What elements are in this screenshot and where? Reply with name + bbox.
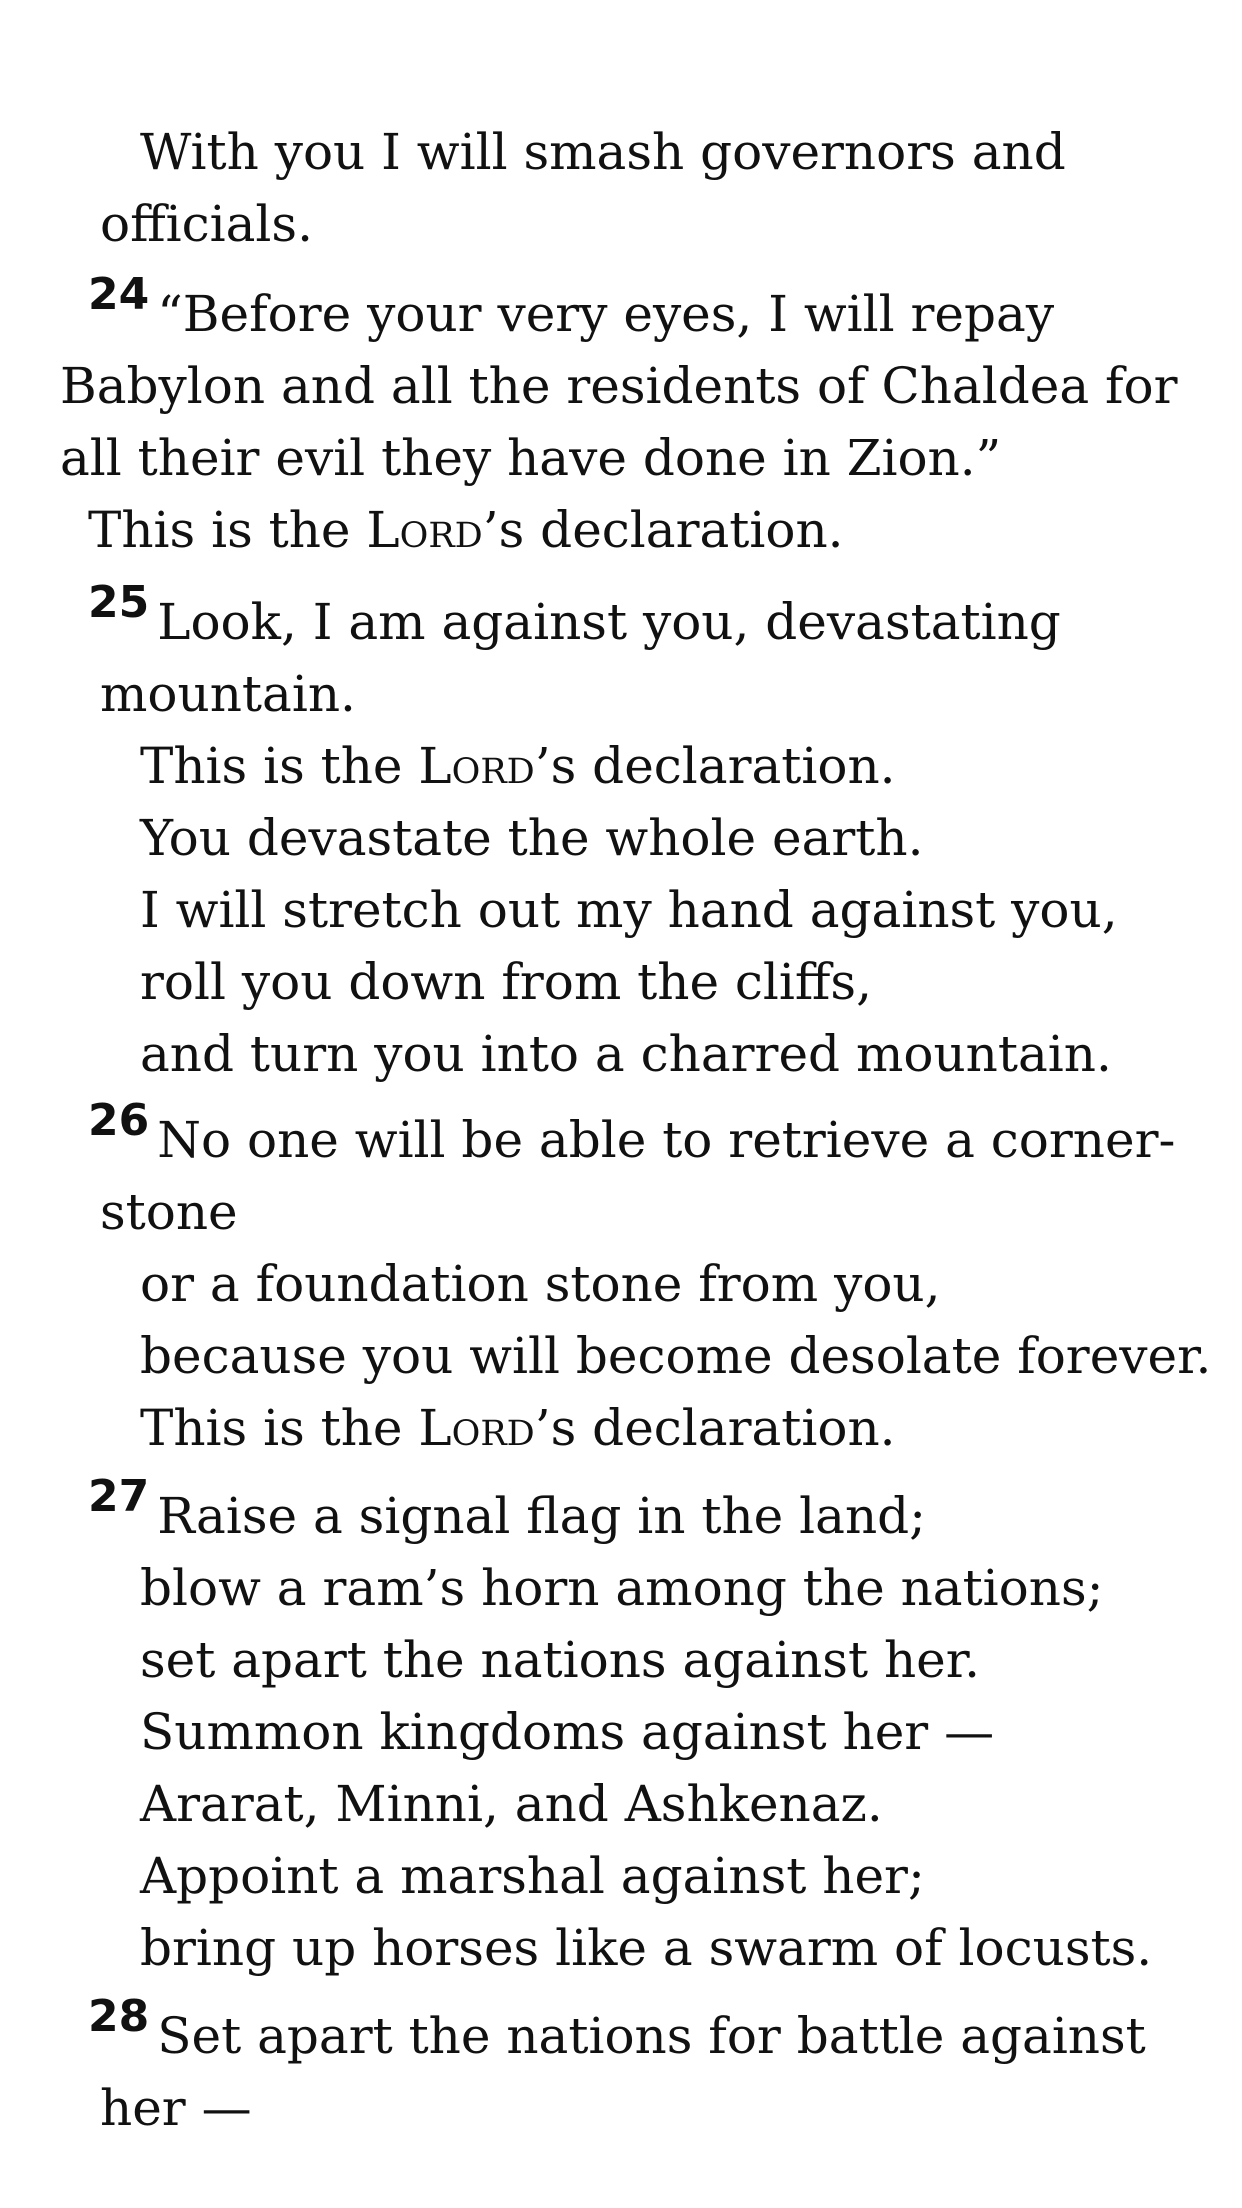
verse-text: No one will be able to retrieve a corner- <box>157 1111 1176 1169</box>
verse-line: and turn you into a charred mountain. <box>140 1025 1112 1083</box>
verse-line <box>88 1095 1176 1179</box>
verse-line <box>88 577 1061 661</box>
verse-line <box>88 1991 1146 2075</box>
verse-text: “Before your very eyes, I will repay <box>157 285 1055 343</box>
verse-line <box>140 1393 896 1465</box>
verse-number: 28 <box>88 1991 150 2042</box>
verse-line: With you I will smash governors and <box>140 123 1066 181</box>
verse-line: bring up horses like a swarm of locusts. <box>140 1919 1153 1977</box>
verse-text: This is the <box>88 501 367 559</box>
verse-text: This is the <box>140 1399 419 1457</box>
verse-line: Appoint a marshal against her; <box>140 1847 925 1905</box>
verse-line: blow a ram’s horn among the nations; <box>140 1559 1104 1617</box>
verse-text: Look, I am against you, devastating <box>157 593 1061 651</box>
verse-number: 26 <box>88 1095 150 1146</box>
verse-line <box>140 731 896 803</box>
verse-line <box>88 495 844 567</box>
verse-line: roll you down from the cliffs, <box>140 953 872 1011</box>
verse-number: 24 <box>88 269 150 320</box>
verse-line: mountain. <box>100 665 356 723</box>
verse-line <box>88 269 1055 353</box>
verse-line: Ararat, Minni, and Ashkenaz. <box>140 1775 883 1833</box>
verse-line: You devastate the whole earth. <box>140 809 924 867</box>
verse-text: ’s declaration. <box>482 501 844 559</box>
verse-line: set apart the nations against her. <box>140 1631 981 1689</box>
verse-line: Summon kingdoms against her — <box>140 1703 995 1761</box>
verse-text: Raise a signal flag in the land; <box>157 1487 927 1545</box>
verse-line: officials. <box>100 195 313 253</box>
verse-text: Set apart the nations for battle against <box>157 2007 1146 2065</box>
verse-line <box>88 1471 927 1555</box>
lord-smallcaps: Lord <box>418 737 535 795</box>
verse-text: ’s declaration. <box>534 1399 896 1457</box>
verse-line: I will stretch out my hand against you, <box>140 881 1118 939</box>
verse-number: 25 <box>88 577 150 628</box>
lord-smallcaps: Lord <box>418 1399 535 1457</box>
verse-line: all their evil they have done in Zion.” <box>60 429 1002 487</box>
verse-line: her — <box>100 2079 252 2137</box>
lord-smallcaps: Lord <box>366 501 483 559</box>
verse-line: or a foundation stone from you, <box>140 1255 941 1313</box>
verse-text: This is the <box>140 737 419 795</box>
verse-line: stone <box>100 1183 238 1241</box>
verse-number: 27 <box>88 1471 150 1522</box>
verse-line: Babylon and all the residents of Chaldea for <box>60 357 1178 415</box>
verse-line: because you will become desolate forever. <box>140 1327 1212 1385</box>
verse-text: ’s declaration. <box>534 737 896 795</box>
